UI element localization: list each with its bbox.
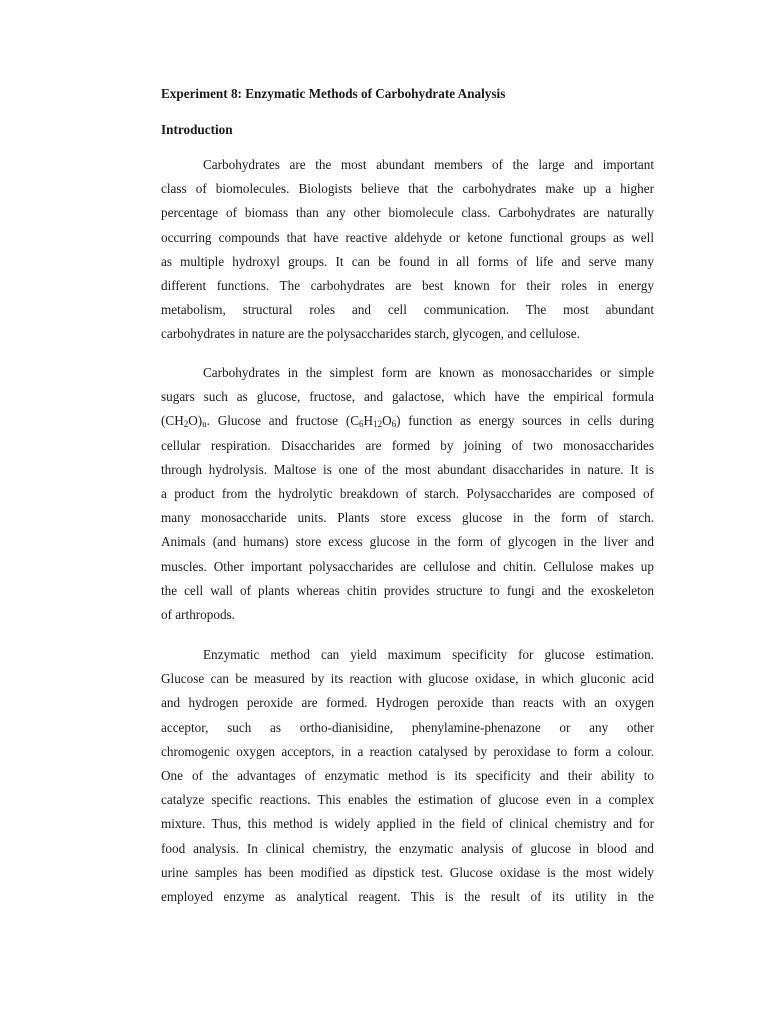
subscript: 2 bbox=[183, 419, 189, 430]
paragraph-1 bbox=[161, 153, 654, 347]
paragraph-3 bbox=[161, 643, 654, 909]
subscript: 12 bbox=[373, 419, 383, 430]
paragraph-line: muscles. Other important polysaccharides are cellulose and chitin. Cellulose makes up bbox=[161, 558, 654, 574]
paragraph-line: metabolism, structural roles and cell communication. The most abundant bbox=[161, 302, 654, 318]
paragraph-line: employed enzyme as analytical reagent. This is the result of its utility in the bbox=[161, 888, 654, 904]
paragraph-line: a product from the hydrolytic breakdown of starch. Polysaccharides are composed of bbox=[161, 485, 654, 501]
paragraph-line: percentage of biomass than any other biomolecule class. Carbohydrates are naturally bbox=[161, 205, 654, 221]
formula-text: O bbox=[382, 413, 392, 429]
section-heading: Introduction bbox=[161, 122, 233, 137]
subscript: 6 bbox=[391, 419, 397, 430]
paragraph-line: chromogenic oxygen acceptors, in a reaction catalysed by peroxidase to form a colour. bbox=[161, 743, 654, 759]
formula-text: (CH bbox=[161, 413, 184, 429]
paragraph-line: Glucose can be measured by its reaction with glucose oxidase, in which gluconic acid bbox=[161, 671, 654, 687]
paragraph-line: urine samples has been modified as dipstick test. Glucose oxidase is the most widely bbox=[161, 864, 654, 880]
paragraph-line: One of the advantages of enzymatic method is its specificity and their ability to bbox=[161, 767, 654, 783]
paragraph-line: Carbohydrates in the simplest form are known as monosaccharides or simple bbox=[203, 365, 654, 380]
formula-text: O) bbox=[188, 413, 203, 429]
subscript: 6 bbox=[359, 419, 364, 430]
document-title: Experiment 8: Enzymatic Methods of Carbohydrate Analysis bbox=[161, 86, 506, 101]
formula-text: H bbox=[363, 413, 374, 429]
paragraph-line: acceptor, such as ortho-dianisidine, phenylamine-phenazone or any other bbox=[161, 719, 654, 735]
paragraph-line: class of biomolecules. Biologists believe that the carbohydrates make up a higher bbox=[161, 181, 654, 197]
paragraph-line: Enzymatic method can yield maximum specificity for glucose estimation. bbox=[203, 647, 654, 662]
formula-line bbox=[161, 409, 654, 433]
paragraph-line: through hydrolysis. Maltose is one of the most abundant disaccharides in nature. It is bbox=[161, 461, 654, 477]
formula-text: . Glucose and fructose (C bbox=[206, 413, 360, 429]
paragraph-line: sugars such as glucose, fructose, and galactose, which have the empirical formula bbox=[161, 389, 654, 405]
paragraph-line: mixture. Thus, this method is widely applied in the field of clinical chemistry and for bbox=[161, 816, 654, 832]
paragraph-line: carbohydrates in nature are the polysaccharides starch, glycogen, and cellulose. bbox=[161, 326, 580, 342]
paragraph-line: the cell wall of plants whereas chitin provides structure to fungi and the exoskeleton bbox=[161, 582, 654, 598]
paragraph-line: many monosaccharide units. Plants store excess glucose in the form of starch. bbox=[161, 510, 654, 526]
subscript: n bbox=[202, 419, 207, 430]
paragraph-line: different functions. The carbohydrates are best known for their roles in energy bbox=[161, 277, 654, 293]
paragraph-line: Carbohydrates are the most abundant members of the large and important bbox=[203, 157, 654, 172]
paragraph-line: Animals (and humans) store excess glucose in the form of glycogen in the liver and bbox=[161, 534, 654, 550]
paragraph-line: catalyze specific reactions. This enables the estimation of glucose even in a complex bbox=[161, 792, 654, 808]
paragraph-2 bbox=[161, 361, 654, 627]
formula-text: ) function as energy sources in cells during bbox=[396, 413, 655, 429]
paragraph-line: as multiple hydroxyl groups. It can be found in all forms of life and serve many bbox=[161, 253, 654, 269]
paragraph-line: food analysis. In clinical chemistry, the enzymatic analysis of glucose in blood and bbox=[161, 840, 654, 856]
paragraph-line: occurring compounds that have reactive aldehyde or ketone functional groups as well bbox=[161, 229, 654, 245]
paragraph-line: of arthropods. bbox=[161, 606, 235, 622]
paragraph-line: and hydrogen peroxide are formed. Hydrogen peroxide than reacts with an oxygen bbox=[161, 695, 654, 711]
paragraph-line: cellular respiration. Disaccharides are formed by joining of two monosaccharides bbox=[161, 437, 654, 453]
